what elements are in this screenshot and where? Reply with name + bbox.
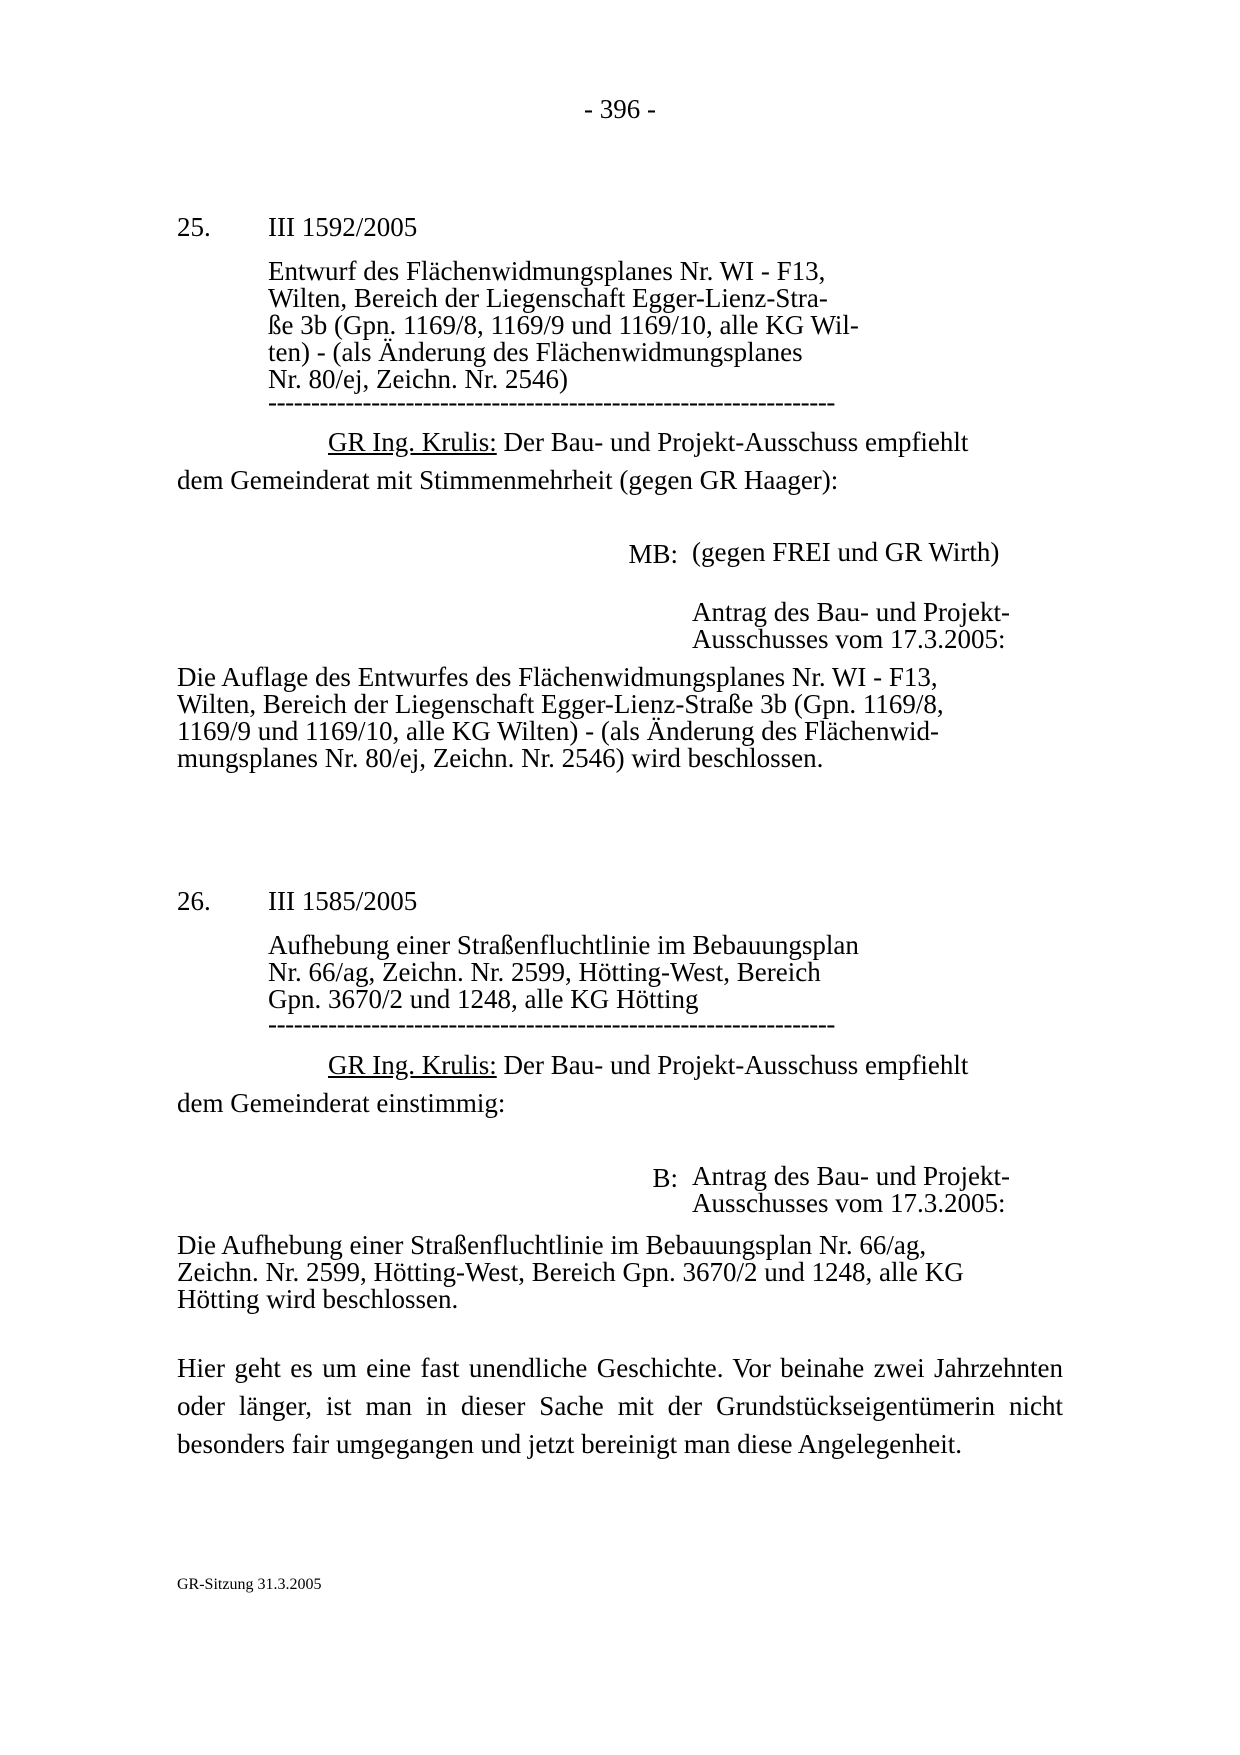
agenda-item-25-statement <box>177 423 1047 499</box>
resolution-line: 1169/9 und 1169/10, alle KG Wilten) - (als Änderung des Flächenwid- <box>177 716 940 746</box>
separator-line: ------------------------------------------------------------------ <box>268 387 836 417</box>
statement-text-continued: dem Gemeinderat mit Stimmenmehrheit (gegen GR Haager): <box>177 465 839 495</box>
agenda-item-reference: III 1592/2005 <box>268 212 418 242</box>
resolution-line: Hötting wird beschlossen. <box>177 1284 459 1314</box>
motion-reference <box>692 1163 1062 1217</box>
agenda-item-number: 26. <box>177 886 211 916</box>
closing-paragraph: Hier geht es um eine fast unendliche Geschichte. Vor beinahe zwei Jahrzehnten oder länger, ist man in dieser Sache mit der Grundstückseigentümerin nicht besonders fair umgegangen und jetzt bereinigt man diese Angelegenheit. <box>177 1353 1063 1459</box>
agenda-item-25-resolution <box>177 664 1052 772</box>
statement-text-continued: dem Gemeinderat einstimmig: <box>177 1088 506 1118</box>
resolution-line: Zeichn. Nr. 2599, Hötting-West, Bereich Gpn. 3670/2 und 1248, alle KG <box>177 1257 964 1287</box>
resolution-line: Die Auflage des Entwurfes des Flächenwidmungsplanes Nr. WI - F13, <box>177 662 938 692</box>
agenda-item-26-subject <box>268 932 948 1013</box>
motion-line: Ausschusses vom 17.3.2005: <box>692 624 1006 654</box>
subject-line: Nr. 80/ej, Zeichn. Nr. 2546) <box>268 364 568 394</box>
subject-line: Aufhebung einer Straßenfluchtlinie im Bebauungsplan <box>268 930 859 960</box>
page-number: - 396 - <box>584 94 656 124</box>
agenda-item-26-resolution <box>177 1232 1052 1313</box>
agenda-item-25-heading <box>177 212 417 243</box>
resolution-line: mungsplanes Nr. 80/ej, Zeichn. Nr. 2546) wird beschlossen. <box>177 743 824 773</box>
motion-reference <box>692 599 1062 653</box>
vote-code: MB: <box>628 539 678 569</box>
motion-line: Antrag des Bau- und Projekt- <box>692 597 1010 627</box>
footer-session-date: GR-Sitzung 31.3.2005 <box>177 1576 322 1593</box>
statement-text: Der Bau- und Projekt-Ausschuss empfiehlt <box>496 427 969 457</box>
agenda-item-number: 25. <box>177 212 211 242</box>
subject-line: ten) - (als Änderung des Flächenwidmungsplanes <box>268 337 803 367</box>
speaker-name: GR Ing. Krulis: <box>328 427 497 457</box>
motion-line: Antrag des Bau- und Projekt- <box>692 1161 1010 1191</box>
subject-line: ße 3b (Gpn. 1169/8, 1169/9 und 1169/10, alle KG Wil- <box>268 310 859 340</box>
vote-code: B: <box>652 1163 678 1193</box>
speaker-name: GR Ing. Krulis: <box>328 1050 497 1080</box>
agenda-item-26-heading <box>177 886 417 917</box>
agenda-item-reference: III 1585/2005 <box>268 886 418 916</box>
separator-line: ------------------------------------------------------------------ <box>268 1009 836 1039</box>
resolution-line: Wilten, Bereich der Liegenschaft Egger-Lienz-Straße 3b (Gpn. 1169/8, <box>177 689 944 719</box>
statement-text: Der Bau- und Projekt-Ausschuss empfiehlt <box>496 1050 969 1080</box>
motion-line: Ausschusses vom 17.3.2005: <box>692 1188 1006 1218</box>
agenda-item-26-statement <box>177 1046 1047 1122</box>
agenda-item-25-subject <box>268 258 948 393</box>
resolution-line: Die Aufhebung einer Straßenfluchtlinie im Bebauungsplan Nr. 66/ag, <box>177 1230 927 1260</box>
subject-line: Gpn. 3670/2 und 1248, alle KG Hötting <box>268 984 699 1014</box>
subject-line: Wilten, Bereich der Liegenschaft Egger-Lienz-Stra- <box>268 283 828 313</box>
subject-line: Entwurf des Flächenwidmungsplanes Nr. WI - F13, <box>268 256 826 286</box>
subject-line: Nr. 66/ag, Zeichn. Nr. 2599, Hötting-West, Bereich <box>268 957 821 987</box>
vote-note: (gegen FREI und GR Wirth) <box>692 537 1000 567</box>
